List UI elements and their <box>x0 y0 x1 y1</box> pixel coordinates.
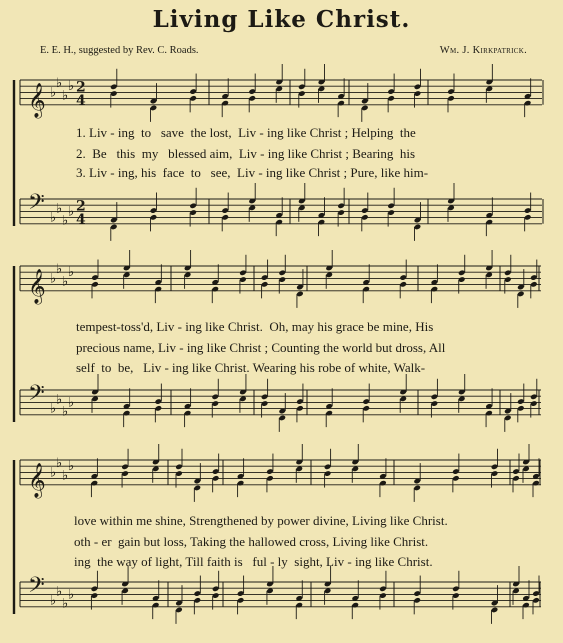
treble-clef-icon: 𝄞 <box>28 462 46 498</box>
flat-icon: ♭ <box>50 210 57 226</box>
flat-icon: ♭ <box>56 76 63 92</box>
lyric-line: 3. Liv - ing, his face to see, Liv - ing like Christ ; Pure, like him- <box>76 165 429 180</box>
flat-icon: ♭ <box>50 401 57 417</box>
flat-icon: ♭ <box>62 274 69 290</box>
flat-icon: ♭ <box>62 596 69 612</box>
treble-staff <box>0 444 563 504</box>
flat-icon: ♭ <box>68 395 75 411</box>
lyric-line: ing the way of light, Till faith is ful - ly sight, Liv - ing like Christ. <box>74 554 433 569</box>
time-signature-bottom: 4 <box>76 92 86 109</box>
flat-icon: ♭ <box>56 456 63 472</box>
lyric-line: 2. Be this my blessed aim, Liv - ing like Christ ; Bearing his <box>76 146 416 161</box>
bass-staff <box>0 374 563 444</box>
flat-icon: ♭ <box>56 392 63 408</box>
flat-icon: ♭ <box>68 265 75 281</box>
flat-icon: ♭ <box>50 465 57 481</box>
bass-clef-icon: 𝄢 <box>28 381 45 411</box>
bass-clef-icon: 𝄢 <box>28 190 45 220</box>
time-signature-top: 2 <box>76 198 86 215</box>
lyric-line: self to be, Liv - ing like Christ. Wearing his robe of white, Walk- <box>76 360 426 375</box>
flat-icon: ♭ <box>50 271 57 287</box>
lyric-line: 1. Liv - ing to save the lost, Liv - ing like Christ ; Helping the <box>76 125 416 140</box>
flat-icon: ♭ <box>56 584 63 600</box>
time-signature-top: 2 <box>76 79 86 96</box>
treble-clef-icon: 𝄞 <box>28 268 46 304</box>
flat-icon: ♭ <box>56 262 63 278</box>
bass-clef-icon: 𝄢 <box>28 573 45 603</box>
flat-icon: ♭ <box>68 204 75 220</box>
treble-clef-icon: 𝄞 <box>28 82 46 118</box>
hymn-title: Living Like Christ. <box>152 6 411 33</box>
treble-staff <box>0 66 563 126</box>
flat-icon: ♭ <box>62 213 69 229</box>
flat-icon: ♭ <box>56 201 63 217</box>
flat-icon: ♭ <box>68 459 75 475</box>
lyric-line: oth - er gain but loss, Taking the hallowed cross, Living like Christ. <box>74 534 429 549</box>
flat-icon: ♭ <box>50 85 57 101</box>
lyric-line: love within me shine, Strengthened by power divine, Living like Christ. <box>74 513 448 528</box>
time-signature-bottom: 4 <box>76 211 86 228</box>
flat-icon: ♭ <box>62 468 69 484</box>
lyric-line: tempest-toss'd, Liv - ing like Christ. Oh, may his grace be mine, His <box>76 319 434 334</box>
flat-icon: ♭ <box>68 587 75 603</box>
lyricist-credit: E. E. H., suggested by Rev. C. Roads. <box>40 45 199 56</box>
bass-staff <box>0 183 563 253</box>
treble-staff <box>0 252 563 312</box>
flat-icon: ♭ <box>62 404 69 420</box>
lyric-line: precious name, Liv - ing like Christ ; Counting the world but dross, All <box>76 340 446 355</box>
bass-staff <box>0 566 563 636</box>
flat-icon: ♭ <box>62 88 69 104</box>
flat-icon: ♭ <box>50 593 57 609</box>
flat-icon: ♭ <box>68 79 75 95</box>
composer-credit: Wm. J. Kirkpatrick. <box>439 45 527 56</box>
